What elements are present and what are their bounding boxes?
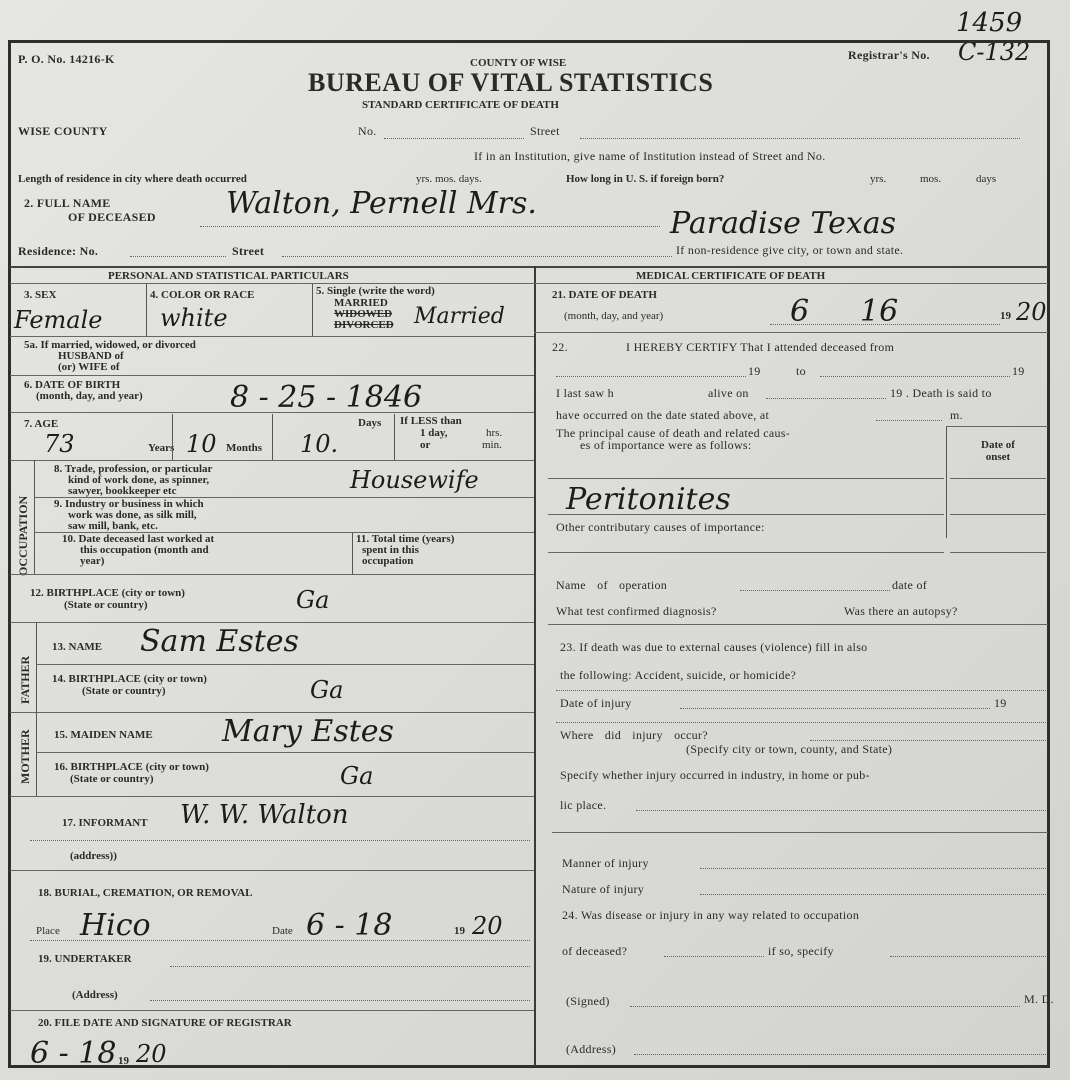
color-value: white: [160, 304, 228, 332]
occ11-1: 11. Total time (years): [356, 533, 455, 545]
burial-date-label: Date: [272, 925, 293, 937]
burial-label: 18. BURIAL, CREMATION, OR REMOVAL: [38, 887, 253, 899]
dod-19: 19: [1000, 310, 1011, 322]
county-of: COUNTY OF WISE: [470, 57, 567, 69]
death-said: 19 . Death is said to: [890, 386, 992, 400]
if-so-specify: if so, specify: [768, 944, 834, 958]
rule: [10, 1010, 534, 1011]
occ10-2: this occupation (month and: [80, 544, 209, 556]
dob-label-1: 6. DATE OF BIRTH: [24, 379, 121, 391]
months-label: Months: [226, 442, 263, 454]
father-bp-1: 14. BIRTHPLACE (city or town): [52, 673, 207, 685]
occ10-3: year): [80, 555, 105, 567]
dod-month: 6: [790, 294, 810, 329]
standard-title: STANDARD CERTIFICATE OF DEATH: [362, 99, 559, 111]
registrar-number: C-132: [958, 38, 1031, 66]
specify-1: Specify whether injury occurred in industry, in home or pub-: [560, 768, 870, 782]
street-label: Street: [530, 124, 560, 138]
rule: [548, 624, 1048, 625]
rule: [890, 956, 1046, 957]
occupation-side-label: OCCUPATION: [16, 495, 30, 576]
burial-date: 6 - 18: [306, 908, 393, 943]
po-number: P. O. No. 14216-K: [18, 52, 115, 66]
informant-label: 17. INFORMANT: [62, 817, 148, 829]
dod-year: 20: [1016, 298, 1047, 326]
rule: [30, 840, 530, 841]
rule: [946, 426, 947, 538]
rule: [630, 1006, 1020, 1007]
residence-no-line: [130, 256, 226, 257]
undertaker-address-label: (Address): [72, 989, 118, 1001]
injury-date-label: Date of injury: [560, 696, 632, 710]
name-line: [200, 226, 660, 227]
rule: [548, 514, 944, 515]
rule: [636, 810, 1046, 811]
rule: [556, 376, 746, 377]
rule: [10, 412, 534, 413]
rule: [352, 532, 353, 574]
rule: [272, 414, 273, 460]
father-bp-2: (State or country): [82, 685, 166, 697]
operation-label: Name of operation: [556, 578, 668, 592]
rule: [552, 832, 1048, 833]
rule: [34, 460, 35, 574]
certify-to: to: [796, 364, 806, 378]
rule: [770, 324, 1000, 325]
occ11-2: spent in this: [362, 544, 419, 556]
age-months: 10: [186, 430, 217, 458]
sex-label: 3. SEX: [24, 289, 57, 301]
rule: [950, 552, 1046, 553]
mother-bp-1: 16. BIRTHPLACE (city or town): [54, 761, 209, 773]
certify-19a: 19: [748, 364, 761, 378]
min-label: min.: [482, 439, 502, 451]
deceased-name: Walton, Pernell Mrs.: [226, 186, 537, 221]
place-label: Place: [36, 925, 60, 937]
full-name-label-2: OF DECEASED: [68, 210, 156, 224]
residence-city: Paradise Texas: [670, 206, 897, 241]
burial-place: Hico: [80, 908, 151, 943]
one-day: 1 day,: [420, 427, 448, 439]
external-2: the following: Accident, suicide, or homicide?: [560, 668, 797, 682]
how-long: How long in U. S. if foreign born?: [566, 173, 725, 185]
rule: [556, 722, 1046, 723]
file-year: 20: [136, 1040, 167, 1068]
institution-note: If in an Institution, give name of Institution instead of Street and No.: [474, 149, 826, 163]
file-19: 19: [118, 1055, 129, 1067]
dod-day: 16: [860, 294, 899, 329]
rule: [10, 712, 534, 713]
rule: [10, 283, 534, 284]
birthplace-value: Ga: [296, 586, 330, 614]
rule: [170, 966, 530, 967]
rule: [700, 868, 1046, 869]
rule: [10, 796, 534, 797]
rule: [146, 284, 147, 336]
age-days: 10.: [300, 430, 339, 458]
yrs-label: yrs.: [870, 173, 887, 185]
less-than: If LESS than: [400, 415, 462, 427]
onset-2: onset: [985, 451, 1011, 463]
marital-divorced: DIVORCED: [334, 319, 394, 331]
rule: [36, 752, 534, 753]
corner-number: 1459: [956, 8, 1023, 38]
marital-label: 5. Single (write the word): [316, 285, 435, 297]
informant-address-label: (address)): [70, 850, 117, 862]
principal-2: es of importance were as follows:: [580, 438, 752, 452]
principal-1: The principal cause of death and related caus-: [556, 426, 791, 440]
burial-19: 19: [454, 925, 465, 937]
last-saw: I last saw h: [556, 386, 614, 400]
injury-19: 19: [994, 696, 1007, 710]
rule: [10, 375, 534, 376]
marital-value: Married: [414, 304, 505, 329]
where-1: Where did injury occur?: [560, 728, 708, 742]
rule: [548, 552, 944, 553]
street-line: [580, 138, 1020, 139]
occ9-2: work was done, as silk mill,: [68, 509, 197, 521]
days-label: days: [976, 173, 997, 185]
onset-1: Date of: [981, 439, 1015, 451]
have-occurred: have occurred on the date stated above, at: [556, 408, 770, 422]
rule: [680, 708, 990, 709]
m-label: m.: [950, 408, 963, 422]
rule: [10, 870, 534, 871]
manner-label: Manner of injury: [562, 856, 649, 870]
rule: [950, 514, 1046, 515]
occ9-1: 9. Industry or business in which: [54, 498, 204, 510]
dod-label-1: 21. DATE OF DEATH: [552, 289, 657, 301]
file-date-label: 20. FILE DATE AND SIGNATURE OF REGISTRAR: [38, 1017, 292, 1029]
years-label: Years: [148, 442, 175, 454]
rule: [36, 712, 37, 796]
mother-name-value: Mary Estes: [222, 714, 394, 749]
mos-label: mos.: [920, 173, 942, 185]
medical-title: MEDICAL CERTIFICATE OF DEATH: [636, 270, 826, 282]
rule: [150, 1000, 530, 1001]
birthplace-label-2: (State or country): [64, 599, 148, 611]
rule: [740, 590, 890, 591]
mother-bp-value: Ga: [340, 762, 374, 790]
alive-on: alive on: [708, 386, 749, 400]
occupation-related-2: of deceased?: [562, 944, 628, 958]
occ11-3: occupation: [362, 555, 414, 567]
other-causes: Other contributary causes of importance:: [556, 520, 765, 534]
full-name-label-1: 2. FULL NAME: [24, 196, 111, 210]
occ10-1: 10. Date deceased last worked at: [62, 533, 215, 545]
certify-19b: 19: [1012, 364, 1025, 378]
age-label: 7. AGE: [24, 418, 59, 430]
residence-label: Residence: No.: [18, 244, 99, 258]
rule: [10, 460, 534, 461]
marital-widowed: WIDOWED: [334, 308, 393, 320]
md-label: M. D.: [1024, 992, 1054, 1006]
wise-county: WISE COUNTY: [18, 124, 108, 138]
or-label: or: [420, 439, 431, 451]
rule: [634, 1054, 1046, 1055]
length-residence: Length of residence in city where death occurred: [18, 173, 247, 185]
rule: [10, 622, 534, 623]
external-1: 23. If death was due to external causes (violence) fill in also: [560, 640, 868, 654]
where-2: (Specify city or town, county, and State): [686, 742, 893, 756]
rule: [820, 376, 1010, 377]
residence-street-line: [282, 256, 672, 257]
rule: [36, 622, 37, 712]
non-residence-note: If non-residence give city, or town and state.: [676, 243, 904, 257]
hrs-label: hrs.: [486, 427, 503, 439]
occupation-related-1: 24. Was disease or injury in any way related to occupation: [562, 908, 860, 922]
rule: [312, 284, 313, 336]
father-bp-value: Ga: [310, 676, 344, 704]
column-divider: [534, 266, 536, 1066]
father-name-label: 13. NAME: [52, 641, 103, 653]
rule: [950, 478, 1046, 479]
rule: [556, 690, 1046, 691]
mother-side-label: MOTHER: [18, 729, 32, 784]
father-side-label: FATHER: [18, 655, 32, 704]
no-label: No.: [358, 124, 377, 138]
operation-date: date of: [892, 578, 928, 592]
file-date: 6 - 18: [30, 1036, 117, 1071]
occ8-1: 8. Trade, profession, or particular: [54, 463, 213, 475]
autopsy-label: Was there an autopsy?: [844, 604, 958, 618]
rule: [10, 574, 534, 575]
certify-number: 22.: [552, 340, 568, 354]
rule: [700, 894, 1046, 895]
rule: [766, 398, 886, 399]
undertaker-label: 19. UNDERTAKER: [38, 953, 132, 965]
rule: [10, 336, 534, 337]
color-label: 4. COLOR OR RACE: [150, 289, 255, 301]
rule: [36, 664, 534, 665]
occ9-3: saw mill, bank, etc.: [68, 520, 158, 532]
husband-label-3: (or) WIFE of: [58, 361, 120, 373]
rule: [30, 940, 530, 941]
section-divider: [10, 266, 1048, 268]
signed-label: (Signed): [566, 994, 610, 1008]
mother-name-label: 15. MAIDEN NAME: [54, 729, 153, 741]
medical-address-label: (Address): [566, 1042, 617, 1056]
rule: [534, 332, 1048, 333]
age-years: 73: [44, 430, 75, 458]
bureau-title: BUREAU OF VITAL STATISTICS: [308, 68, 714, 97]
nature-label: Nature of injury: [562, 882, 645, 896]
birthplace-label-1: 12. BIRTHPLACE (city or town): [30, 587, 185, 599]
personal-title: PERSONAL AND STATISTICAL PARTICULARS: [108, 270, 349, 282]
registrar-label: Registrar's No.: [848, 48, 930, 62]
rule: [172, 414, 173, 460]
rule: [946, 426, 1048, 427]
occ8-2: kind of work done, as spinner,: [68, 474, 210, 486]
rule: [394, 414, 395, 460]
yrs-mos-days: yrs. mos. days.: [416, 173, 482, 185]
sex-value: Female: [14, 306, 103, 334]
rule: [534, 283, 1048, 284]
cause-of-death: Peritonites: [566, 482, 731, 517]
father-name-value: Sam Estes: [140, 624, 299, 659]
certify-text: I HEREBY CERTIFY That I attended deceased from: [626, 340, 895, 354]
marital-married: MARRIED: [334, 297, 388, 309]
no-line: [384, 138, 524, 139]
occ8-3: sawyer, bookkeeper etc: [68, 485, 177, 497]
diagnosis-label: What test confirmed diagnosis?: [556, 604, 717, 618]
husband-label-1: 5a. If married, widowed, or divorced: [24, 339, 196, 351]
dob-value: 8 - 25 - 1846: [230, 380, 423, 415]
husband-label-2: HUSBAND of: [58, 350, 124, 362]
rule: [548, 478, 944, 479]
rule: [876, 420, 942, 421]
mother-bp-2: (State or country): [70, 773, 154, 785]
days-label-age: Days: [358, 417, 382, 429]
rule: [810, 740, 1046, 741]
dob-label-2: (month, day, and year): [36, 390, 143, 402]
occupation-value: Housewife: [350, 466, 479, 494]
residence-street-label: Street: [232, 244, 265, 258]
dod-label-2: (month, day, and year): [564, 310, 664, 322]
specify-2: lic place.: [560, 798, 607, 812]
rule: [664, 956, 764, 957]
burial-year: 20: [472, 912, 503, 940]
informant-value: W. W. Walton: [180, 800, 349, 830]
